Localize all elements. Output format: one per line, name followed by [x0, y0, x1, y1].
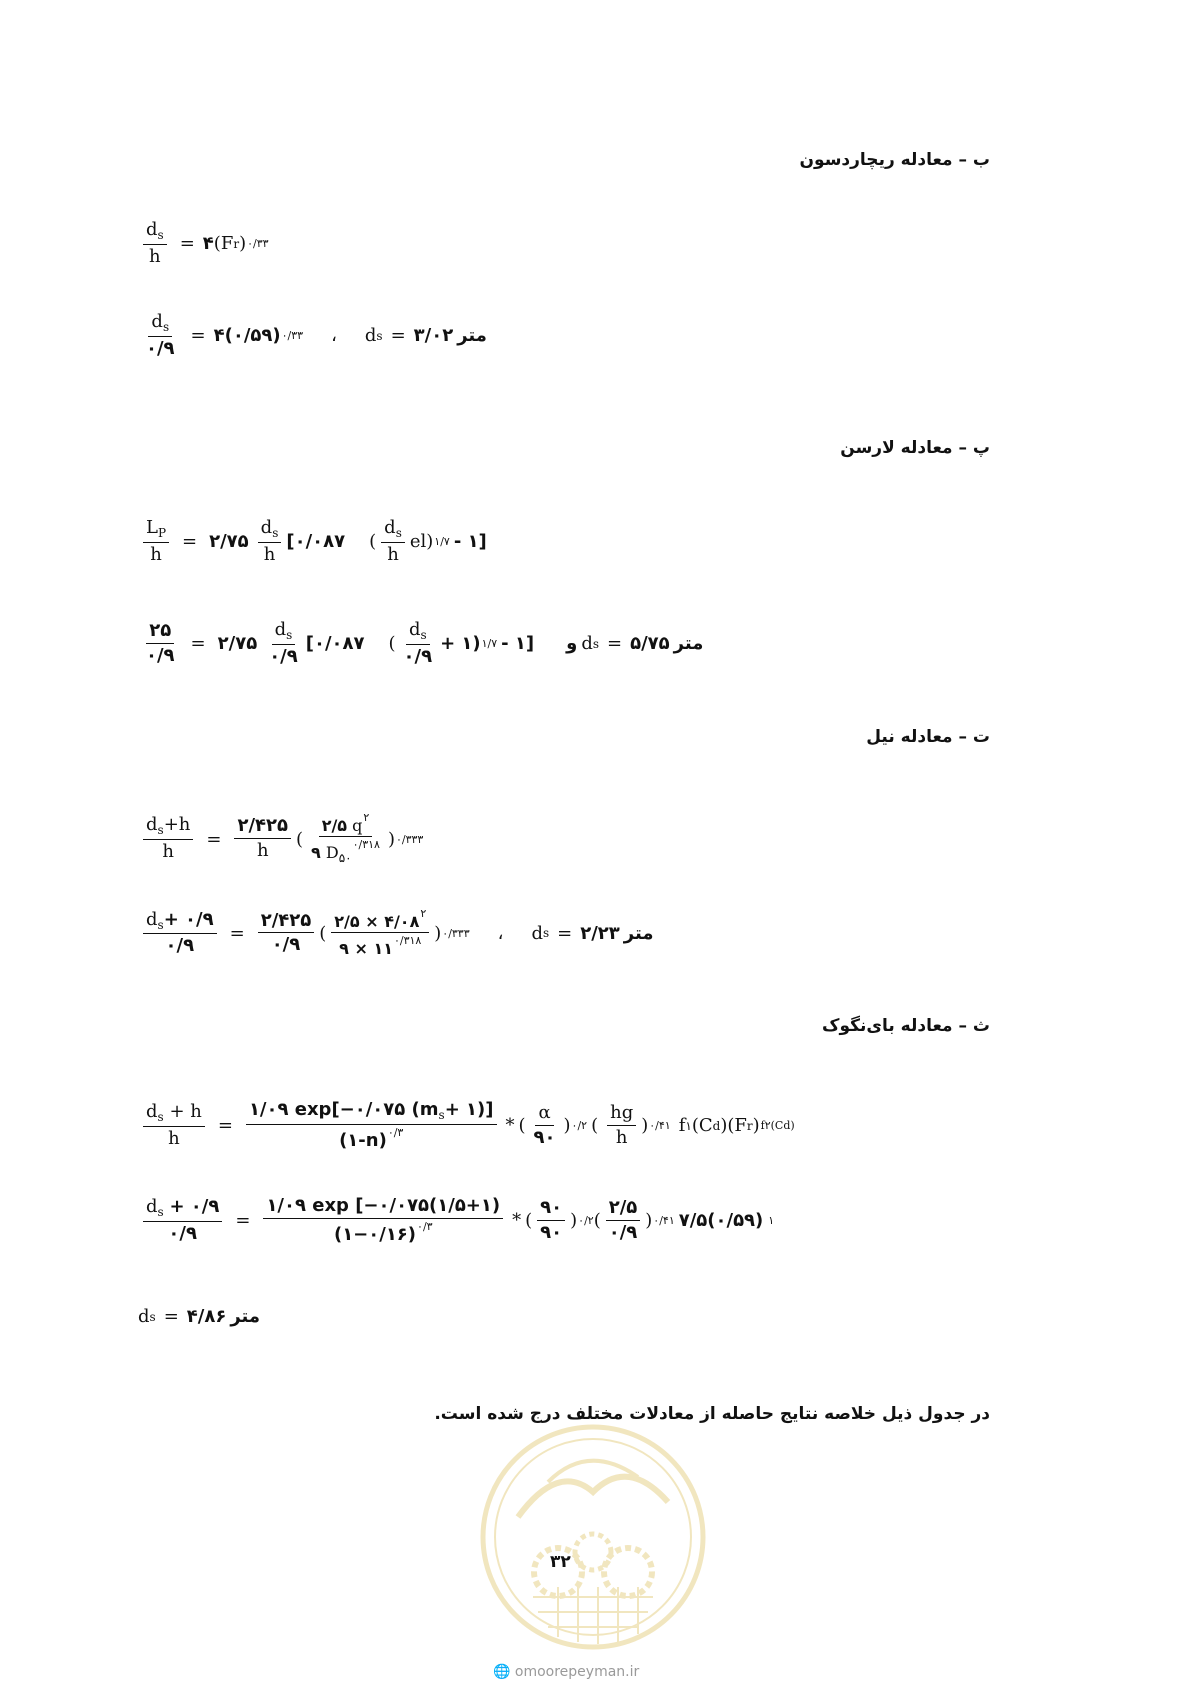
- equation-breusers-applied: $\frac{d_s + ۰/۹}{۰/۹}$ = $\frac{۱/۰۹ \exp [-۰/۰۷۵(۱/۵+۱)}{(۱-۰/۱۶)^{۰/۳}}$ * ( $\frac{۹۰}{۹۰}$ ) ۰/۲ ( $\frac{۲/۵}{۰/۹}$ ) ۰/۴۱ ۷/۵(۰/۵۹) ۱: [138, 1196, 774, 1245]
- fraction-25-over-09: $\frac{۲/۵}{۰/۹}$: [606, 1198, 641, 1243]
- fraction-ds-over-09: $\frac{d_s}{۰/۹}$: [403, 619, 433, 667]
- seal-watermark-logo: [478, 1422, 708, 1652]
- heading-breusers: ث – معادله بای‌نگوک: [822, 1016, 990, 1036]
- equation-richardson-applied: $\frac{d_s}{۰/۹}$ = ۴(۰/۵۹) ۰/۳۳ ، d s = ۳/۰۲ متر: [138, 312, 491, 359]
- fraction-hg-over-h: $\frac{hg}{h}$: [607, 1103, 636, 1148]
- fraction-ds09-over-09: $\frac{d_s+ ۰/۹}{۰/۹}$: [143, 910, 217, 957]
- equation-breusers-general: $\frac{d_s + h}{h}$ = $\frac{۱/۰۹ \exp[-۰/۰۷۵ (m_s+ ۱)]}{(۱-n)^{۰/۳}}$ * ( $\frac{\alpha}{۹۰}$ ) ۰/۲ ( $\frac{hg}{h}$ ) ۰/۴۱ f ۱ (C d )(F r ) f۲(Cd): [138, 1100, 795, 1151]
- fraction-ds-over-h: $\frac{d_s}{h}$: [258, 518, 282, 565]
- fraction-ds-over-h: $\frac{d_s}{h}$: [381, 518, 405, 565]
- equation-larsen-applied: $\frac{۲۵}{۰/۹}$ = ۲/۷۵ $\frac{d_s}{۰/۹}$ [۰/۰۸۷ ( $\frac{d_s}{۰/۹}$ + ۱) ۱/۷ - ۱] و d s = ۵/۷۵ متر: [138, 620, 707, 667]
- fraction-2425-over-09: $\frac{۲/۴۲۵}{۰/۹}$: [258, 911, 315, 956]
- fraction-q-over-d50: $\frac{۲/۵ q^۲}{۹ D_{۵۰}^{۰/۳۱۸}}$: [311, 811, 380, 866]
- equation-neill-applied: $\frac{d_s+ ۰/۹}{۰/۹}$ = $\frac{۲/۴۲۵}{۰/۹}$ ( $\frac{۲/۵ \times ۴/۰۸^۲}{۹ \times ۱۱^{۰/۳۱۸}}$ ) ۰/۳۳۳ ، d s = ۲/۲۳ متر: [138, 908, 657, 959]
- fraction-2425-over-h: $\frac{۲/۴۲۵}{h}$: [234, 816, 291, 861]
- fraction-ds-over-09: $\frac{d_s}{۰/۹}$: [146, 311, 175, 359]
- fraction-ds09-over-09: $\frac{d_s + ۰/۹}{۰/۹}$: [143, 1197, 222, 1244]
- equation-larsen-general: $\frac{L_P}{h}$ = ۲/۷۵ $\frac{d_s}{h}$ [۰/۰۸۷ ( $\frac{d_s}{h}$ el) ۱/۷ - ۱]: [138, 518, 491, 565]
- page-number: ۳۲: [550, 1552, 571, 1572]
- fraction-ds-over-09: $\frac{d_s}{۰/۹}$: [269, 619, 298, 667]
- heading-larsen: پ – معادله لارسن: [840, 438, 990, 458]
- equation-final-result: d s = ۴/۸۶ متر: [138, 1306, 261, 1327]
- heading-neill: ت – معادله نیل: [866, 727, 990, 747]
- equation-neill-general: $\frac{d_s+h}{h}$ = $\frac{۲/۴۲۵}{h}$ ( $\frac{۲/۵ q^۲}{۹ D_{۵۰}^{۰/۳۱۸}}$ ) ۰/۳۳۳: [138, 812, 423, 866]
- fraction-applied-exp-term: $\frac{۱/۰۹ \exp [-۰/۰۷۵(۱/۵+۱)}{(۱-۰/۱۶)^{۰/۳}}$: [263, 1196, 503, 1245]
- watermark-site: 🌐 omoorepeyman.ir: [493, 1664, 640, 1680]
- fraction-ds-over-h: $\frac{d_s}{h}$: [143, 220, 167, 267]
- fraction-applied-q-over-d50: $\frac{۲/۵ \times ۴/۰۸^۲}{۹ \times ۱۱^{۰/۳۱۸}}$: [331, 908, 429, 959]
- summary-paragraph: در جدول ذیل خلاصه نتایج حاصله از معادلات مختلف درج شده است.: [434, 1404, 990, 1424]
- fraction-25-over-09: $\frac{۲۵}{۰/۹}$: [146, 620, 175, 666]
- heading-richardson: ب – معادله ریچاردسون: [799, 150, 990, 170]
- fraction-dsh-over-h: $\frac{d_s+h}{h}$: [143, 815, 193, 862]
- fraction-exp-term: $\frac{۱/۰۹ \exp[-۰/۰۷۵ (m_s+ ۱)]}{(۱-n)^{۰/۳}}$: [246, 1100, 497, 1151]
- fraction-lp-over-h: $\frac{L_P}{h}$: [143, 518, 169, 565]
- fraction-alpha-over-90: $\frac{\alpha}{۹۰}$: [533, 1102, 556, 1148]
- fraction-90-over-90: $\frac{۹۰}{۹۰}$: [537, 1198, 565, 1243]
- fraction-dsh-over-h: $\frac{d_s + h}{h}$: [143, 1102, 205, 1149]
- equation-richardson-general: $\frac{d_s}{h}$ = ۴ (F r ) ۰/۳۳: [138, 220, 269, 267]
